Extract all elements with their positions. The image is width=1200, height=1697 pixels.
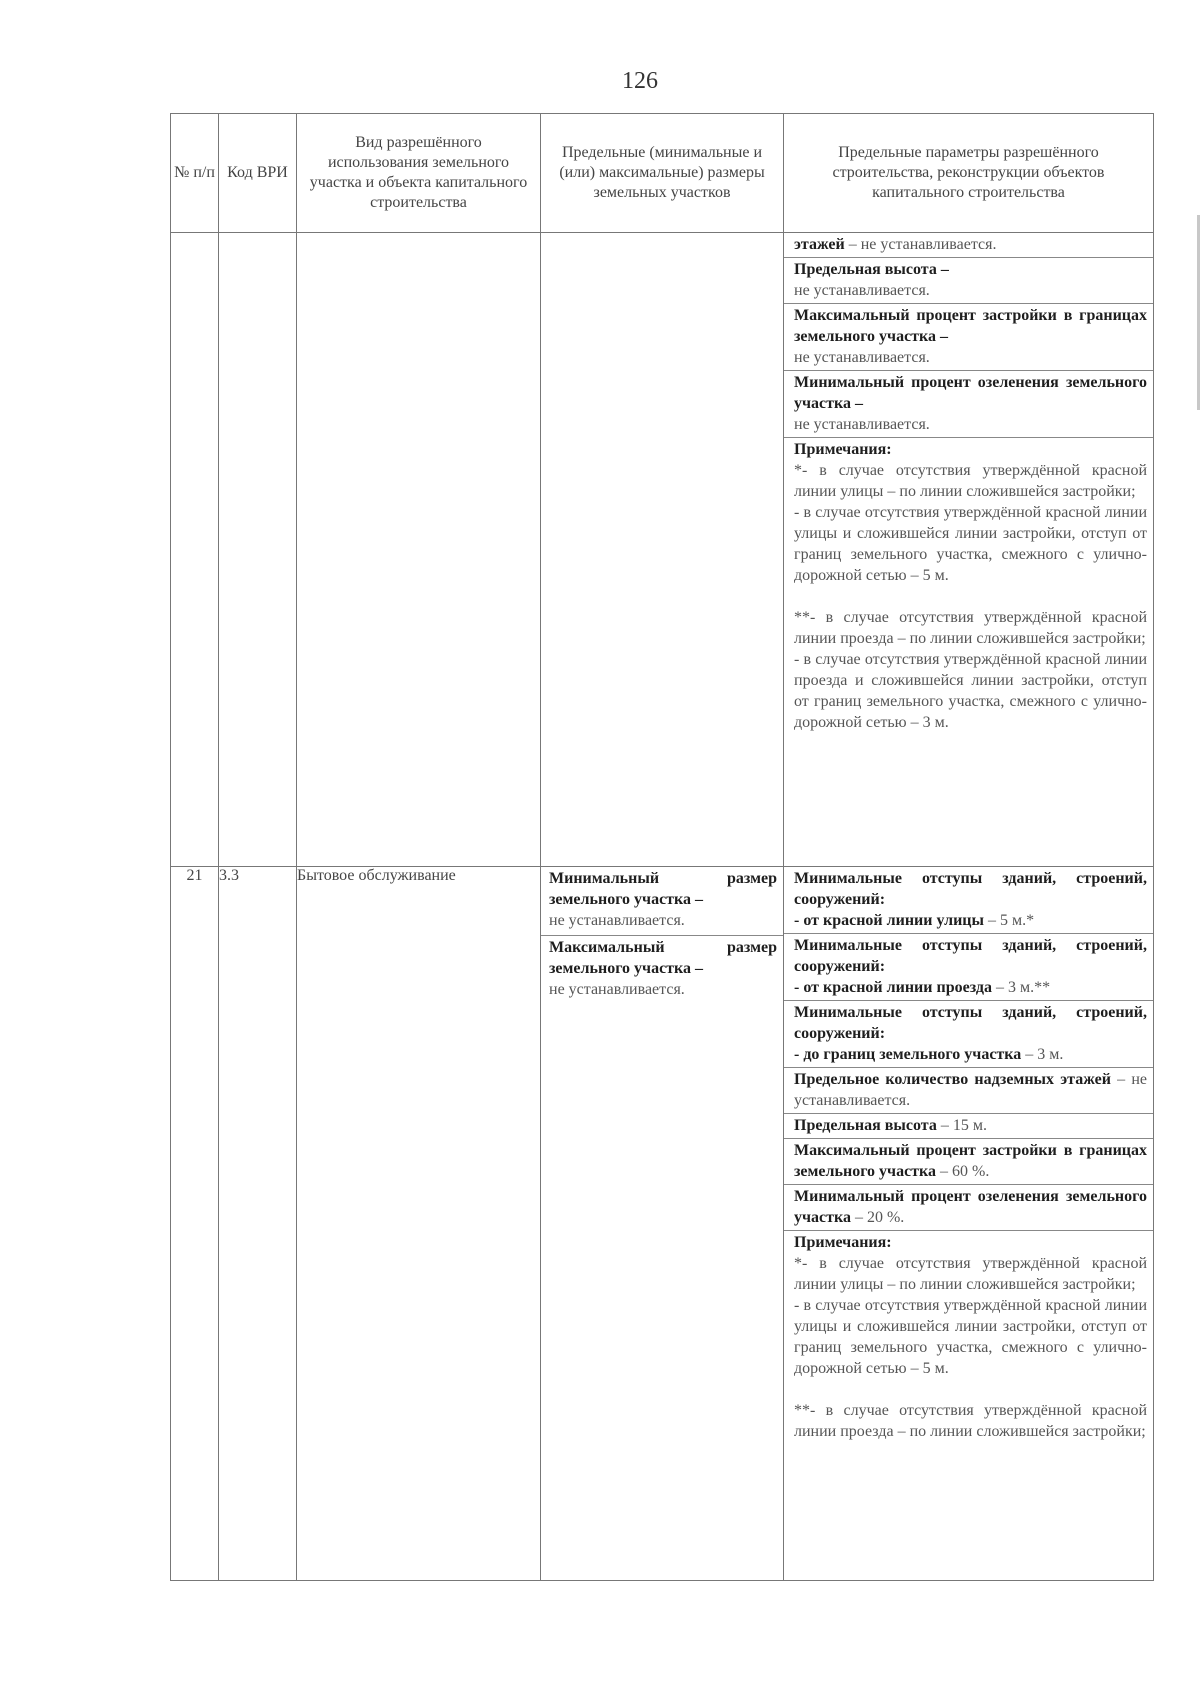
notes-block (784, 1230, 1153, 1444)
cell-params (784, 233, 1154, 867)
note-paragraph: *- в случае отсутствия утверждённой красной линии улицы – по линии сложившейся застройки; (794, 462, 1147, 500)
header-sizes: Предельные (минимальные и (или) максимальные) размеры земельных участков (541, 114, 784, 233)
cell-sizes (541, 867, 784, 1581)
table-header-row (171, 114, 1154, 233)
param-setback-driveway: Минимальные отступы зданий, строений, сооружений: - от красной линии проезда – 3 м.** (784, 933, 1153, 1000)
header-num: № п/п (171, 114, 219, 233)
cell-sizes (541, 233, 784, 867)
param-max-coverage: Максимальный процент застройки в границах земельного участка – 60 %. (784, 1138, 1153, 1184)
notes-title: Примечания: (794, 1234, 892, 1251)
note-paragraph: *- в случае отсутствия утверждённой красной линии улицы – по линии сложившейся застройки; (794, 1255, 1147, 1293)
param-height: Предельная высота – не устанавливается. (784, 257, 1153, 303)
param-floors: этажей – не устанавливается. (794, 236, 997, 253)
cell-vri (297, 233, 541, 867)
cell-vri: Бытовое обслуживание (297, 867, 541, 1581)
regulations-table (170, 113, 1154, 1581)
param-max-coverage: Максимальный процент застройки в границах земельного участка – не устанавливается. (784, 303, 1153, 370)
cell-num (171, 233, 219, 867)
table-row-continued (171, 233, 1154, 867)
size-max: Максимальный размер земельного участка – не устанавливается. (541, 935, 783, 1004)
note-paragraph: - в случае отсутствия утверждённой красной линии проезда и сложившейся линии застройки, отступ от границ земельного участка, смежного с улично-дорожной сетью – 3 м. (794, 651, 1147, 731)
param-setback-street: Минимальные отступы зданий, строений, сооружений: - от красной линии улицы – 5 м.* (794, 870, 1147, 929)
header-vri: Вид разрешённого использования земельного участка и объекта капитального строительства (297, 114, 541, 233)
note-paragraph: **- в случае отсутствия утверждённой красной линии проезда – по линии сложившейся застройки; (794, 1402, 1147, 1440)
header-code: Код ВРИ (219, 114, 297, 233)
note-paragraph: - в случае отсутствия утверждённой красной линии улицы и сложившейся линии застройки, отступ от границ земельного участка, смежного с улично-дорожной сетью – 5 м. (794, 504, 1147, 584)
param-min-greenery: Минимальный процент озеленения земельного участка – 20 %. (784, 1184, 1153, 1230)
note-paragraph: - в случае отсутствия утверждённой красной линии улицы и сложившейся линии застройки, отступ от границ земельного участка, смежного с улично-дорожной сетью – 5 м. (794, 1297, 1147, 1377)
cell-code: 3.3 (219, 867, 297, 1581)
param-floors: Предельное количество надземных этажей – не устанавливается. (784, 1067, 1153, 1113)
size-min: Минимальный размер земельного участка – не устанавливается. (549, 870, 777, 929)
param-setback-boundary: Минимальные отступы зданий, строений, сооружений: - до границ земельного участка – 3 м. (784, 1000, 1153, 1067)
notes-title: Примечания: (794, 441, 892, 458)
cell-code (219, 233, 297, 867)
note-paragraph: **- в случае отсутствия утверждённой красной линии проезда – по линии сложившейся застройки; (794, 609, 1147, 647)
cell-params (784, 867, 1154, 1581)
notes-block (784, 437, 1153, 735)
page-number: 126 (622, 68, 658, 94)
cell-num: 21 (171, 867, 219, 1581)
param-height: Предельная высота – 15 м. (784, 1113, 1153, 1138)
header-params: Предельные параметры разрешённого строительства, реконструкции объектов капитального строительства (784, 114, 1154, 233)
param-min-greenery: Минимальный процент озеленения земельного участка – не устанавливается. (784, 370, 1153, 437)
table-row-21 (171, 867, 1154, 1581)
